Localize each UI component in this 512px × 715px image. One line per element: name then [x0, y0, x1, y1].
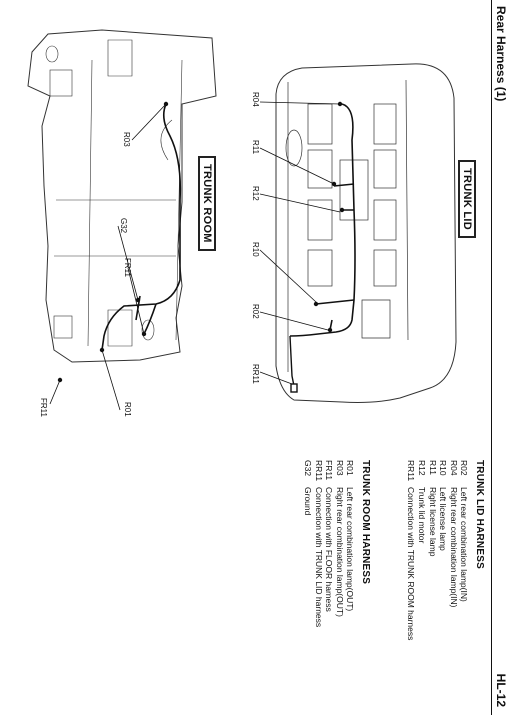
callout-r12: R12	[251, 186, 260, 201]
legend-code: R03	[334, 460, 345, 476]
legend-code: R04	[448, 460, 459, 476]
trunk-room-harness	[102, 104, 180, 350]
legend-row	[406, 460, 417, 710]
callout-g32: G32	[119, 218, 128, 234]
callout-r03: R03	[122, 132, 131, 147]
legend-code: FR11	[324, 460, 335, 481]
legend-desc: Ground	[303, 487, 314, 516]
legend-code: R01	[345, 460, 356, 476]
legend-row	[302, 460, 313, 710]
legend-desc: Left rear combination lamp(IN)	[459, 487, 470, 602]
legend-code: RR11	[313, 460, 324, 482]
callout-rr11: RR11	[251, 364, 260, 384]
legend-row	[459, 460, 470, 710]
legend-row	[427, 460, 438, 710]
trunk-lid-legend	[406, 460, 484, 710]
trunk-lid-label: TRUNK LID	[458, 160, 476, 238]
legend-code: R12	[417, 460, 428, 476]
legend-row	[448, 460, 459, 710]
callout-r01: R01	[123, 402, 132, 417]
page-number: HL-12	[494, 673, 508, 707]
page-title: Rear Harness (1)	[494, 6, 508, 102]
callout-r04: R04	[251, 92, 260, 107]
callout-r02: R02	[251, 304, 260, 319]
legend-desc: Trunk lid motor	[417, 487, 428, 544]
callout-fr11-bottom: FR11	[39, 398, 48, 417]
legend-row	[438, 460, 449, 710]
legend-desc: Connection with FLOOR harness	[324, 487, 335, 612]
trunk-lid-legend-title: TRUNK LID HARNESS	[474, 460, 485, 569]
trunk-room-outline	[28, 30, 216, 362]
trunk-room-legend	[302, 460, 370, 710]
trunk-room-label: TRUNK ROOM	[198, 156, 216, 251]
trunk-room-legend-title: TRUNK ROOM HARNESS	[360, 460, 371, 585]
legend-code: R11	[427, 460, 438, 475]
legend-code: RR11	[406, 460, 417, 482]
legend-desc: Left rear combination lamp(OUT)	[345, 487, 356, 612]
legend-code: G32	[303, 460, 314, 477]
trunk-lid-outline	[276, 64, 456, 403]
callout-r11: R11	[251, 140, 260, 155]
callout-fr11: FR11	[123, 258, 132, 277]
legend-desc: Right rear combination lamp(IN)	[448, 487, 459, 608]
legend-row	[334, 460, 345, 710]
legend-code: R02	[459, 460, 470, 476]
legend-row	[416, 460, 427, 710]
legend-desc: Left license lamp	[438, 487, 449, 551]
legend-desc: Right license lamp	[427, 487, 438, 557]
legend-row	[313, 460, 324, 710]
legend-desc: Right rear combination lamp(OUT)	[334, 487, 345, 617]
legend-desc: Connection with TRUNK LID harness	[313, 487, 324, 628]
legend-row	[345, 460, 356, 710]
legend-row	[324, 460, 335, 710]
legend-desc: Connection with TRUNK ROOM harness	[406, 487, 417, 641]
legend-code: R10	[438, 460, 449, 476]
callout-r10: R10	[251, 242, 260, 257]
